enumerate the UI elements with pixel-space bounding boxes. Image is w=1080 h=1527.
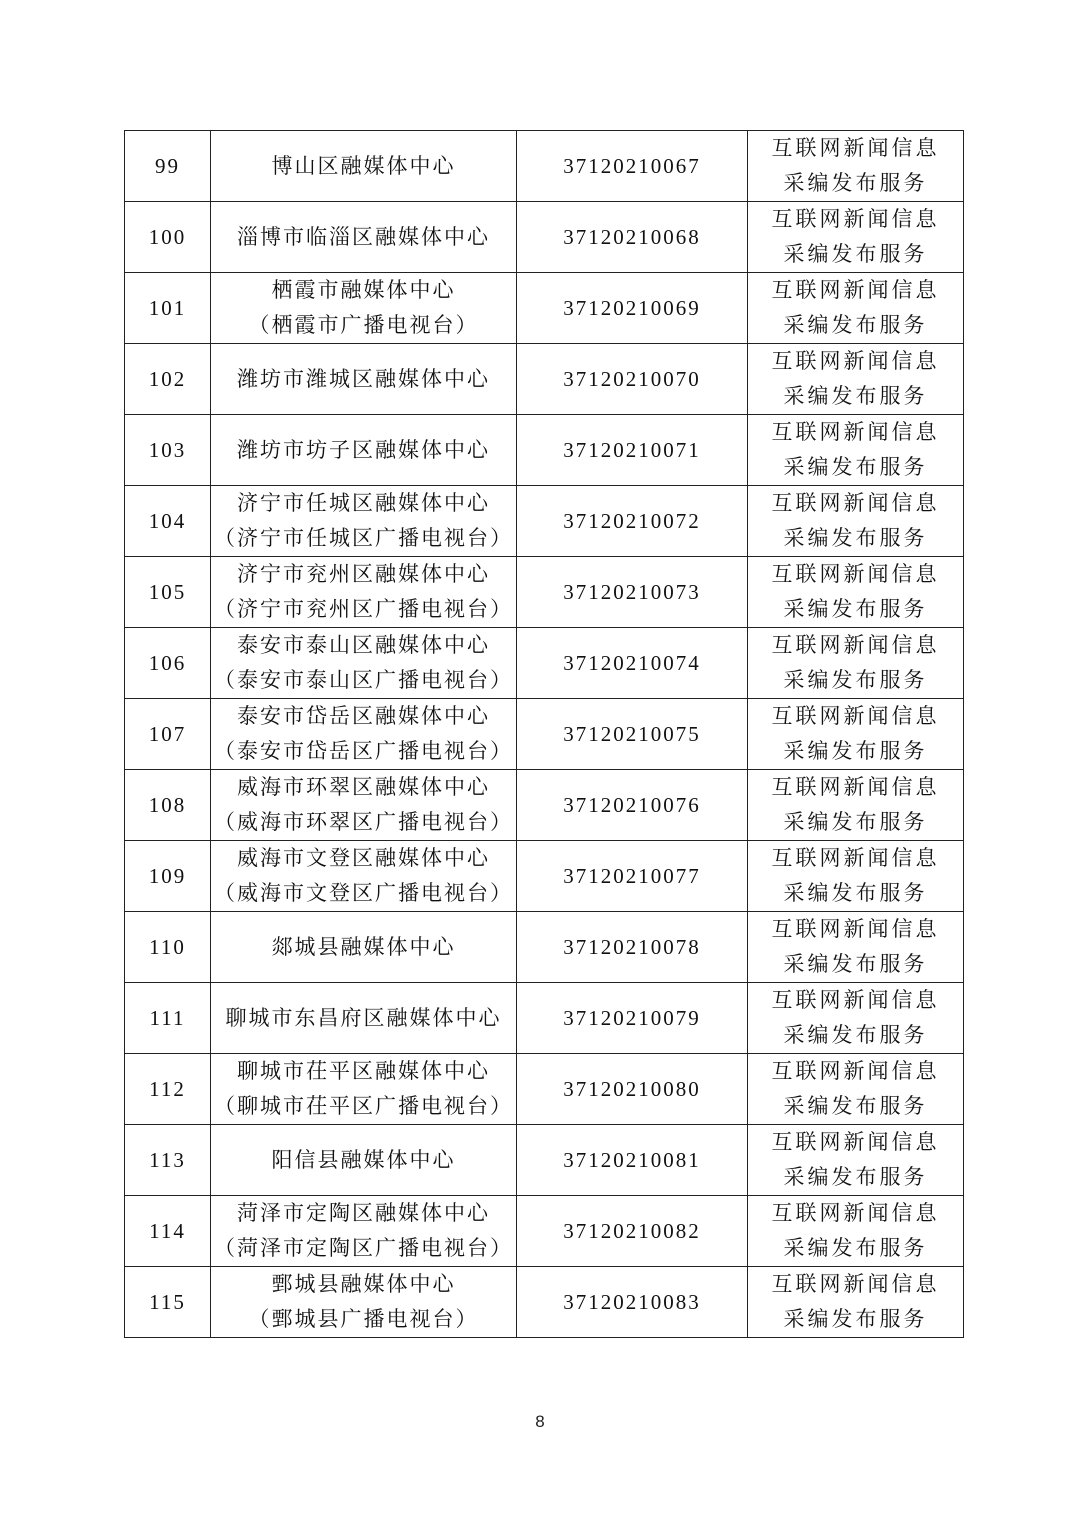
organization-name-cell <box>211 983 517 1054</box>
service-type-cell <box>748 557 964 628</box>
service-type-line: 采编发布服务 <box>783 455 928 479</box>
table-row <box>125 912 964 983</box>
organization-name-cell <box>211 557 517 628</box>
organization-name-cell <box>211 770 517 841</box>
table-row <box>125 1125 964 1196</box>
organization-name-cell <box>211 415 517 486</box>
service-type-cell <box>748 1196 964 1267</box>
license-code: 37120210075 <box>517 699 748 770</box>
organization-name: 泰安市泰山区融媒体中心 <box>237 633 490 657</box>
service-type-line: 采编发布服务 <box>783 668 928 692</box>
service-type-line: 互联网新闻信息 <box>771 136 940 160</box>
row-number: 113 <box>125 1125 211 1196</box>
organization-name: 聊城市茌平区融媒体中心 <box>237 1059 490 1083</box>
service-type-line: 采编发布服务 <box>783 739 928 763</box>
organization-name: 栖霞市融媒体中心 <box>271 278 456 302</box>
organization-name: 鄄城县融媒体中心 <box>271 1272 456 1296</box>
organization-name-cell <box>211 1054 517 1125</box>
row-number: 102 <box>125 344 211 415</box>
row-number: 107 <box>125 699 211 770</box>
service-type-line: 互联网新闻信息 <box>771 917 940 941</box>
organization-alias: （威海市文登区广播电视台） <box>214 881 513 905</box>
service-type-line: 互联网新闻信息 <box>771 207 940 231</box>
service-type-cell <box>748 841 964 912</box>
table-row <box>125 841 964 912</box>
license-code: 37120210083 <box>517 1267 748 1338</box>
organization-alias: （菏泽市定陶区广播电视台） <box>214 1236 513 1260</box>
license-code: 37120210077 <box>517 841 748 912</box>
row-number: 111 <box>125 983 211 1054</box>
service-type-line: 互联网新闻信息 <box>771 1059 940 1083</box>
table-row <box>125 486 964 557</box>
table-row <box>125 273 964 344</box>
page-number: 8 <box>535 1412 545 1431</box>
service-type-line: 互联网新闻信息 <box>771 1201 940 1225</box>
organization-name: 博山区融媒体中心 <box>271 153 456 178</box>
service-type-line: 采编发布服务 <box>783 171 928 195</box>
row-number: 104 <box>125 486 211 557</box>
organization-name: 阳信县融媒体中心 <box>271 1147 456 1172</box>
row-number: 106 <box>125 628 211 699</box>
license-code: 37120210067 <box>517 131 748 202</box>
license-registry-table <box>124 130 964 1338</box>
table-row <box>125 770 964 841</box>
service-type-cell <box>748 1054 964 1125</box>
organization-name: 潍坊市坊子区融媒体中心 <box>237 437 490 462</box>
row-number: 99 <box>125 131 211 202</box>
table-row <box>125 1196 964 1267</box>
table-row <box>125 415 964 486</box>
organization-name-cell <box>211 1267 517 1338</box>
service-type-line: 采编发布服务 <box>783 1023 928 1047</box>
row-number: 112 <box>125 1054 211 1125</box>
organization-name-cell <box>211 1196 517 1267</box>
service-type-line: 采编发布服务 <box>783 810 928 834</box>
organization-name-cell <box>211 912 517 983</box>
service-type-cell <box>748 202 964 273</box>
service-type-cell <box>748 770 964 841</box>
row-number: 115 <box>125 1267 211 1338</box>
service-type-line: 采编发布服务 <box>783 526 928 550</box>
service-type-cell <box>748 415 964 486</box>
service-type-cell <box>748 1267 964 1338</box>
organization-alias: （栖霞市广播电视台） <box>248 313 479 337</box>
license-code: 37120210076 <box>517 770 748 841</box>
table-row <box>125 983 964 1054</box>
table-row <box>125 557 964 628</box>
row-number: 114 <box>125 1196 211 1267</box>
license-code: 37120210068 <box>517 202 748 273</box>
service-type-line: 互联网新闻信息 <box>771 1130 940 1154</box>
organization-name-cell <box>211 202 517 273</box>
service-type-cell <box>748 628 964 699</box>
service-type-cell <box>748 912 964 983</box>
organization-name-cell <box>211 699 517 770</box>
service-type-line: 互联网新闻信息 <box>771 349 940 373</box>
license-code: 37120210082 <box>517 1196 748 1267</box>
license-code: 37120210079 <box>517 983 748 1054</box>
service-type-line: 采编发布服务 <box>783 597 928 621</box>
table-row <box>125 699 964 770</box>
service-type-line: 采编发布服务 <box>783 384 928 408</box>
organization-alias: （泰安市泰山区广播电视台） <box>214 668 513 692</box>
table-row <box>125 202 964 273</box>
service-type-line: 互联网新闻信息 <box>771 846 940 870</box>
service-type-line: 互联网新闻信息 <box>771 420 940 444</box>
license-code: 37120210074 <box>517 628 748 699</box>
service-type-line: 互联网新闻信息 <box>771 278 940 302</box>
service-type-line: 采编发布服务 <box>783 1236 928 1260</box>
service-type-cell <box>748 131 964 202</box>
license-code: 37120210081 <box>517 1125 748 1196</box>
organization-name-cell <box>211 841 517 912</box>
service-type-cell <box>748 273 964 344</box>
license-code: 37120210071 <box>517 415 748 486</box>
service-type-line: 采编发布服务 <box>783 1307 928 1331</box>
service-type-line: 互联网新闻信息 <box>771 633 940 657</box>
organization-name-cell <box>211 273 517 344</box>
service-type-line: 互联网新闻信息 <box>771 562 940 586</box>
service-type-cell <box>748 1125 964 1196</box>
row-number: 101 <box>125 273 211 344</box>
license-code: 37120210073 <box>517 557 748 628</box>
service-type-cell <box>748 983 964 1054</box>
service-type-line: 互联网新闻信息 <box>771 775 940 799</box>
organization-name: 威海市文登区融媒体中心 <box>237 846 490 870</box>
organization-name: 潍坊市潍城区融媒体中心 <box>237 366 490 391</box>
organization-name: 泰安市岱岳区融媒体中心 <box>237 704 490 728</box>
service-type-cell <box>748 344 964 415</box>
license-code: 37120210078 <box>517 912 748 983</box>
service-type-line: 互联网新闻信息 <box>771 988 940 1012</box>
service-type-cell <box>748 486 964 557</box>
organization-alias: （济宁市任城区广播电视台） <box>214 526 513 550</box>
organization-alias: （鄄城县广播电视台） <box>248 1307 479 1331</box>
organization-name: 郯城县融媒体中心 <box>271 934 456 959</box>
row-number: 105 <box>125 557 211 628</box>
service-type-line: 采编发布服务 <box>783 313 928 337</box>
service-type-line: 互联网新闻信息 <box>771 1272 940 1296</box>
table-row <box>125 1267 964 1338</box>
row-number: 110 <box>125 912 211 983</box>
organization-name-cell <box>211 344 517 415</box>
organization-name: 威海市环翠区融媒体中心 <box>237 775 490 799</box>
organization-name: 聊城市东昌府区融媒体中心 <box>225 1005 502 1030</box>
table-row <box>125 344 964 415</box>
organization-alias: （威海市环翠区广播电视台） <box>214 810 513 834</box>
organization-name: 菏泽市定陶区融媒体中心 <box>237 1201 490 1225</box>
license-code: 37120210072 <box>517 486 748 557</box>
row-number: 100 <box>125 202 211 273</box>
organization-name-cell <box>211 486 517 557</box>
organization-name: 淄博市临淄区融媒体中心 <box>237 224 490 249</box>
organization-name-cell <box>211 1125 517 1196</box>
service-type-line: 采编发布服务 <box>783 1165 928 1189</box>
organization-alias: （济宁市兖州区广播电视台） <box>214 597 513 621</box>
service-type-line: 采编发布服务 <box>783 952 928 976</box>
row-number: 108 <box>125 770 211 841</box>
service-type-cell <box>748 699 964 770</box>
license-code: 37120210070 <box>517 344 748 415</box>
organization-alias: （聊城市茌平区广播电视台） <box>214 1094 513 1118</box>
service-type-line: 采编发布服务 <box>783 242 928 266</box>
table-row <box>125 1054 964 1125</box>
service-type-line: 互联网新闻信息 <box>771 491 940 515</box>
license-code: 37120210080 <box>517 1054 748 1125</box>
registry-table-body <box>125 131 964 1338</box>
service-type-line: 互联网新闻信息 <box>771 704 940 728</box>
service-type-line: 采编发布服务 <box>783 1094 928 1118</box>
organization-name: 济宁市任城区融媒体中心 <box>237 491 490 515</box>
row-number: 103 <box>125 415 211 486</box>
organization-name-cell <box>211 131 517 202</box>
organization-name: 济宁市兖州区融媒体中心 <box>237 562 490 586</box>
service-type-line: 采编发布服务 <box>783 881 928 905</box>
table-row <box>125 628 964 699</box>
table-row <box>125 131 964 202</box>
row-number: 109 <box>125 841 211 912</box>
license-code: 37120210069 <box>517 273 748 344</box>
organization-name-cell <box>211 628 517 699</box>
organization-alias: （泰安市岱岳区广播电视台） <box>214 739 513 763</box>
